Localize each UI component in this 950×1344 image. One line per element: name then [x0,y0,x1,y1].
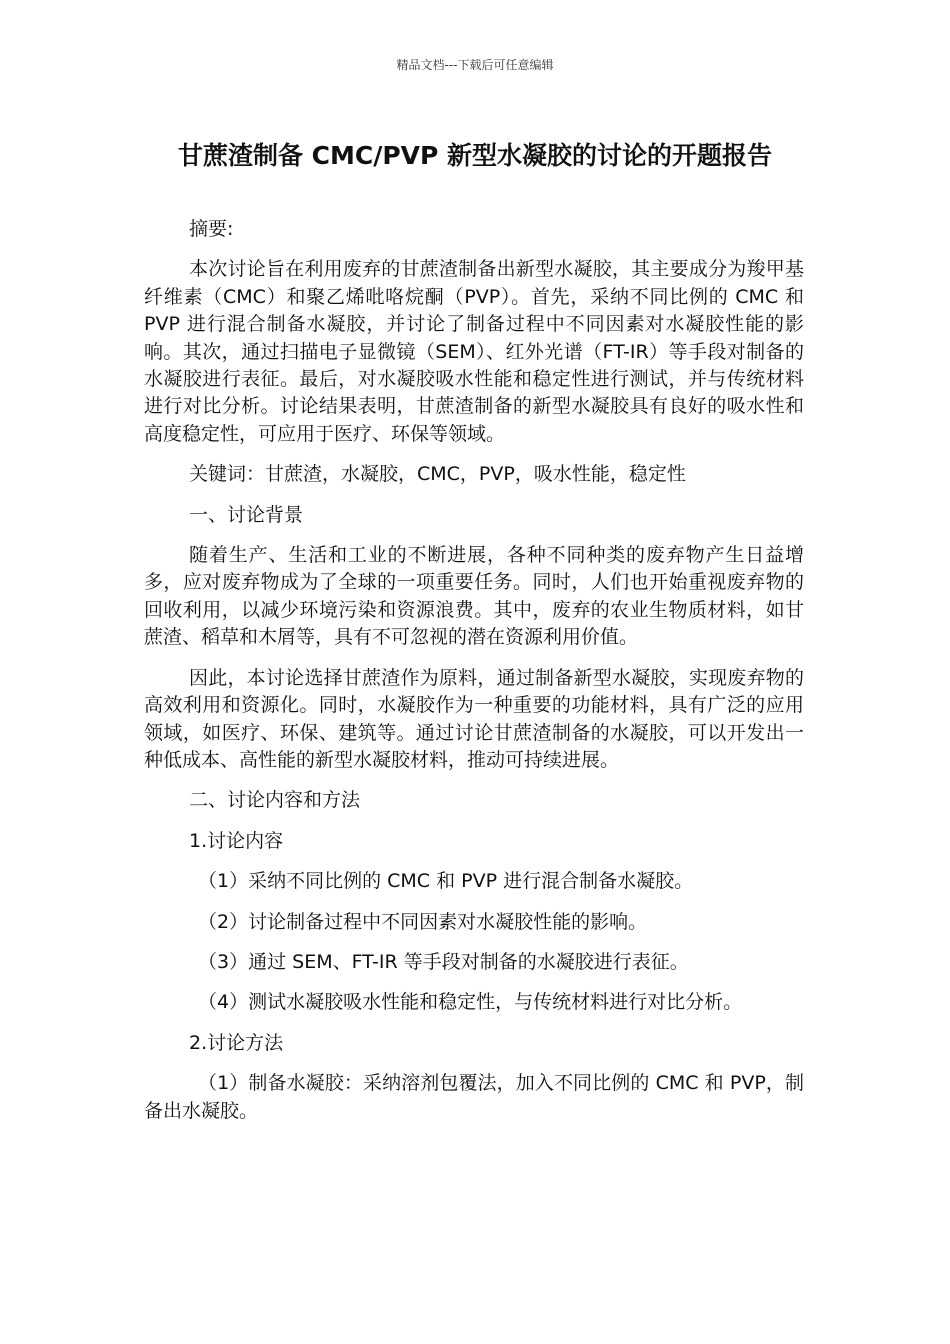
abstract-text: 本次讨论旨在利用废弃的甘蔗渣制备出新型水凝胶，其主要成分为羧甲基纤维素（CMC）和聚乙烯吡咯烷酮（PVP）。首先，采纳不同比例的 CMC 和 PVP 进行混合制备水凝胶，并讨论了制备过程中不同因素对水凝胶性能的影响。其次，通过扫描电子显微镜（SEM）、红外光谱（FT-IR）等手段对制备的水凝胶进行表征。最后，对水凝胶吸水性能和稳定性进行测试，并与传统材料进行对比分析。讨论结果表明，甘蔗渣制备的新型水凝胶具有良好的吸水性和高度稳定性，可应用于医疗、环保等领域。 [144,258,804,445]
method-item: （1）制备水凝胶：采纳溶剂包覆法，加入不同比例的 CMC 和 PVP，制备出水凝胶。 [144,1072,804,1122]
keywords: 关键词：甘蔗渣，水凝胶，CMC，PVP，吸水性能，稳定性 [189,463,686,486]
section-heading-background: 一、讨论背景 [189,503,304,526]
document-body [144,216,804,1125]
content-item: （2）讨论制备过程中不同因素对水凝胶性能的影响。 [198,910,648,933]
abstract-label: 摘要: [189,218,234,240]
content-item: （1）采纳不同比例的 CMC 和 PVP 进行混合制备水凝胶。 [198,870,694,893]
background-paragraph: 随着生产、生活和工业的不断进展，各种不同种类的废弃物产生日益增多，应对废弃物成为了全球的一项重要任务。同时，人们也开始重视废弃物的回收利用，以减少环境污染和资源浪费。其中，废弃的农业生物质材料，如甘蔗渣、稻草和木屑等，具有不可忽视的潜在资源利用价值。 [144,544,804,649]
section-heading-content-method: 二、讨论内容和方法 [189,789,361,812]
content-item: （4）测试水凝胶吸水性能和稳定性，与传统材料进行对比分析。 [198,991,743,1014]
document-title: 甘蔗渣制备 CMC/PVP 新型水凝胶的讨论的开题报告 [177,141,773,170]
subheading-method: 2.讨论方法 [189,1031,284,1054]
subheading-content: 1.讨论内容 [189,829,284,852]
background-paragraph: 因此，本讨论选择甘蔗渣作为原料，通过制备新型水凝胶，实现废弃物的高效利用和资源化。同时，水凝胶作为一种重要的功能材料，具有广泛的应用领域，如医疗、环保、建筑等。通过讨论甘蔗渣制备的水凝胶，可以开发出一种低成本、高性能的新型水凝胶材料，推动可持续进展。 [144,666,804,771]
content-item: （3）通过 SEM、FT-IR 等手段对制备的水凝胶进行表征。 [198,950,689,973]
header-note: 精品文档---下载后可任意编辑 [396,58,554,72]
